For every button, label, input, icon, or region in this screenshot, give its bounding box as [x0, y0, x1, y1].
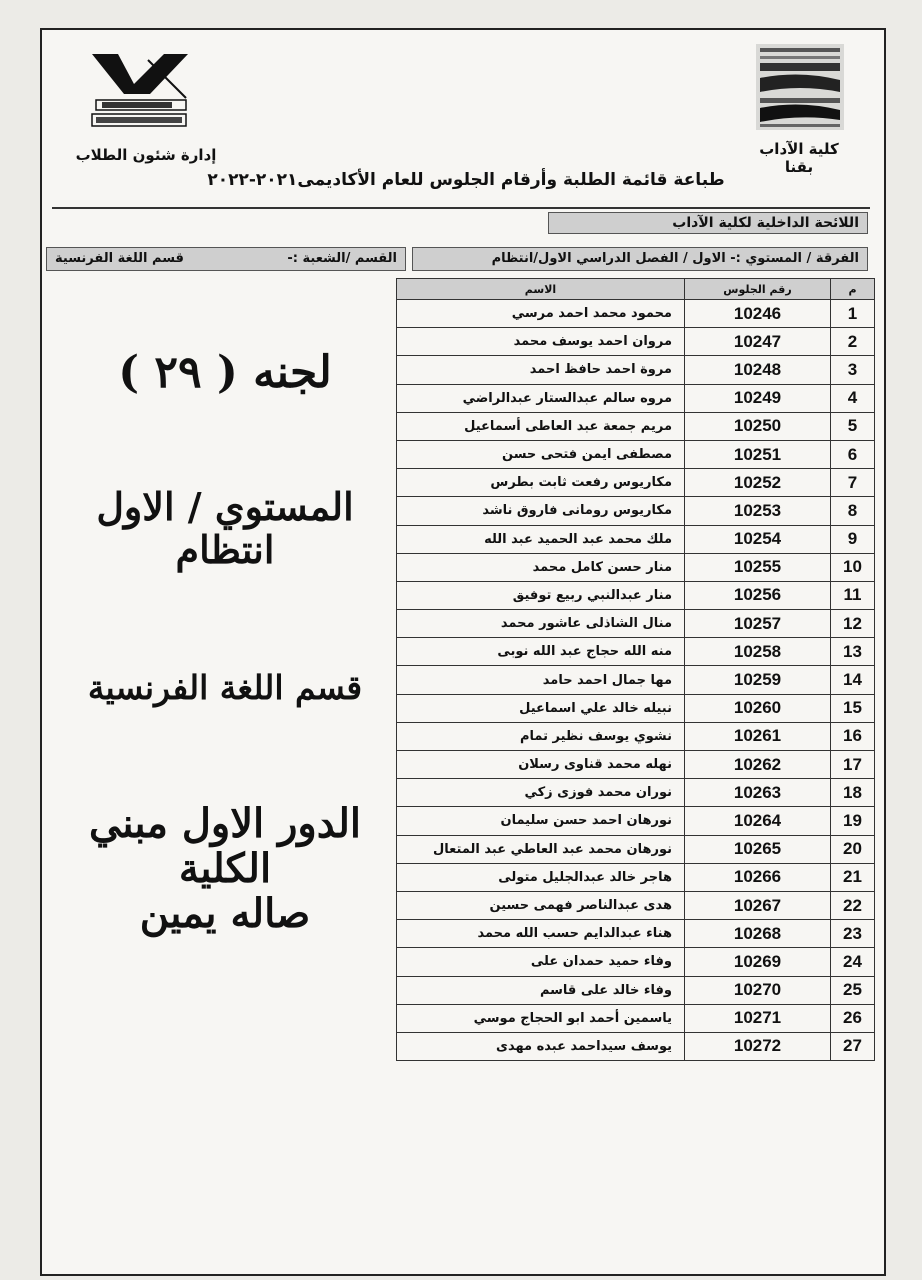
header-divider: [52, 207, 870, 209]
row-number-cell: 5: [831, 412, 875, 440]
student-name-cell: منه الله حجاج عبد الله نوبى: [397, 638, 685, 666]
row-number-cell: 22: [831, 891, 875, 919]
table-row: [397, 779, 875, 807]
table-row: [397, 835, 875, 863]
row-number-cell: 6: [831, 440, 875, 468]
student-name-cell: نبيله خالد علي اسماعيل: [397, 694, 685, 722]
row-number-cell: 9: [831, 525, 875, 553]
row-number-cell: 25: [831, 976, 875, 1004]
row-number-cell: 8: [831, 497, 875, 525]
student-name-cell: مها جمال احمد حامد: [397, 666, 685, 694]
student-name-cell: وفاء حميد حمدان على: [397, 948, 685, 976]
row-number-cell: 11: [831, 581, 875, 609]
row-number-cell: 1: [831, 300, 875, 328]
table-row: [397, 948, 875, 976]
committee-number: لجنه ( ٢٩ ): [118, 347, 332, 398]
table-row: [397, 328, 875, 356]
seat-number-cell: 10259: [685, 666, 831, 694]
enrollment-type-line: انتظام: [175, 526, 275, 572]
student-name-cell: نهله محمد قناوى رسلان: [397, 751, 685, 779]
student-name-cell: هدى عبدالناصر فهمى حسين: [397, 891, 685, 919]
seat-number-cell: 10271: [685, 1004, 831, 1032]
department-info: [46, 247, 406, 271]
table-row: [397, 525, 875, 553]
row-number-cell: 3: [831, 356, 875, 384]
row-number-cell: 17: [831, 751, 875, 779]
seat-number-cell: 10262: [685, 751, 831, 779]
seat-number-cell: 10255: [685, 553, 831, 581]
row-number-cell: 10: [831, 553, 875, 581]
student-name-cell: مصطفى ايمن فتحى حسن: [397, 440, 685, 468]
student-roster-table: [396, 278, 875, 1061]
row-number-cell: 16: [831, 722, 875, 750]
student-name-cell: نورهان محمد عبد العاطي عبد المتعال: [397, 835, 685, 863]
student-name-cell: مكاريوس رومانى فاروق ناشد: [397, 497, 685, 525]
seat-number-cell: 10248: [685, 356, 831, 384]
table-row: [397, 694, 875, 722]
building-line: الكلية: [178, 844, 272, 892]
seat-number-cell: 10250: [685, 412, 831, 440]
name-column-header: الاسم: [397, 279, 685, 300]
faculty-name: كلية الآداب بقنا: [759, 140, 839, 176]
table-row: [397, 610, 875, 638]
table-row: [397, 440, 875, 468]
table-row: [397, 384, 875, 412]
floor-line: الدور الاول مبني: [89, 800, 361, 847]
student-name-cell: ياسمين أحمد ابو الحجاج موسي: [397, 1004, 685, 1032]
table-row: [397, 751, 875, 779]
row-number-cell: 4: [831, 384, 875, 412]
table-header-row: [397, 279, 875, 300]
seat-number-cell: 10252: [685, 469, 831, 497]
seat-number-cell: 10249: [685, 384, 831, 412]
student-name-cell: نشوي يوسف نظير تمام: [397, 722, 685, 750]
table-row: [397, 891, 875, 919]
student-name-cell: مروان احمد يوسف محمد: [397, 328, 685, 356]
table-row: [397, 722, 875, 750]
student-name-cell: محمود محمد احمد مرسي: [397, 300, 685, 328]
row-number-cell: 7: [831, 469, 875, 497]
row-number-cell: 18: [831, 779, 875, 807]
row-number-cell: 24: [831, 948, 875, 976]
seat-number-cell: 10261: [685, 722, 831, 750]
seat-number-cell: 10254: [685, 525, 831, 553]
location-note: [60, 802, 390, 936]
level-note: [60, 486, 390, 571]
table-row: [397, 1004, 875, 1032]
student-name-cell: منار حسن كامل محمد: [397, 553, 685, 581]
seat-number-cell: 10263: [685, 779, 831, 807]
table-row: [397, 920, 875, 948]
table-row: [397, 497, 875, 525]
row-number-cell: 14: [831, 666, 875, 694]
student-name-cell: مكاريوس رفعت ثابت بطرس: [397, 469, 685, 497]
row-number-cell: 19: [831, 807, 875, 835]
level-line: المستوي / الاول: [96, 484, 354, 529]
student-name-cell: مروة احمد حافظ احمد: [397, 356, 685, 384]
student-name-cell: منال الشاذلى عاشور محمد: [397, 610, 685, 638]
student-affairs-logo-icon: [88, 50, 190, 134]
student-name-cell: هناء عبدالدايم حسب الله محمد: [397, 920, 685, 948]
table-row: [397, 581, 875, 609]
table-row: [397, 807, 875, 835]
student-name-cell: منار عبدالنبي ربيع توفيق: [397, 581, 685, 609]
table-row: [397, 469, 875, 497]
hall-line: صاله يمين: [139, 889, 311, 937]
seat-number-cell: 10247: [685, 328, 831, 356]
department-label: القسم /الشعبة :-: [287, 251, 397, 266]
seat-number-cell: 10272: [685, 1032, 831, 1060]
table-row: [397, 300, 875, 328]
seat-number-cell: 10258: [685, 638, 831, 666]
row-number-cell: 23: [831, 920, 875, 948]
table-row: [397, 666, 875, 694]
level-semester-info: الفرقة / المستوي :- الاول / الفصل الدراسي الاول/انتظام: [412, 247, 868, 271]
department-value: قسم اللغة الفرنسية: [55, 251, 184, 266]
seat-number-cell: 10257: [685, 610, 831, 638]
table-row: [397, 638, 875, 666]
seat-number-cell: 10251: [685, 440, 831, 468]
row-number-cell: 26: [831, 1004, 875, 1032]
faculty-of-arts-logo-icon: [756, 44, 844, 130]
table-body: [397, 300, 875, 1061]
seat-number-cell: 10264: [685, 807, 831, 835]
student-name-cell: مريم جمعة عبد العاطى أسماعيل: [397, 412, 685, 440]
table-row: [397, 412, 875, 440]
seat-number-cell: 10246: [685, 300, 831, 328]
row-number-cell: 2: [831, 328, 875, 356]
seat-number-column-header: رقم الجلوس: [685, 279, 831, 300]
page-title: طباعة قائمة الطلبة وأرقام الجلوس للعام الأكاديمى٢٠٢١-٢٠٢٢: [207, 170, 725, 190]
student-name-cell: ملك محمد عبد الحميد عبد الله: [397, 525, 685, 553]
student-name-cell: نورهان احمد حسن سليمان: [397, 807, 685, 835]
row-number-cell: 20: [831, 835, 875, 863]
row-number-cell: 13: [831, 638, 875, 666]
regulation-label: اللائحة الداخلية لكلية الآداب: [548, 212, 868, 234]
student-name-cell: هاجر خالد عبدالجليل متولى: [397, 863, 685, 891]
table-row: [397, 356, 875, 384]
student-name-cell: نوران محمد فوزى زكي: [397, 779, 685, 807]
row-number-cell: 27: [831, 1032, 875, 1060]
seat-number-cell: 10266: [685, 863, 831, 891]
row-number-cell: 12: [831, 610, 875, 638]
department-note: قسم اللغة الفرنسية: [87, 668, 363, 707]
seat-number-cell: 10260: [685, 694, 831, 722]
seat-number-cell: 10269: [685, 948, 831, 976]
table-row: [397, 1032, 875, 1060]
row-number-column-header: م: [831, 279, 875, 300]
student-affairs-label: إدارة شئون الطلاب: [75, 146, 217, 164]
table-row: [397, 863, 875, 891]
seat-number-cell: 10268: [685, 920, 831, 948]
table-row: [397, 553, 875, 581]
seat-number-cell: 10256: [685, 581, 831, 609]
student-name-cell: يوسف سيداحمد عبده مهدى: [397, 1032, 685, 1060]
seat-number-cell: 10270: [685, 976, 831, 1004]
table-row: [397, 976, 875, 1004]
row-number-cell: 21: [831, 863, 875, 891]
seat-number-cell: 10253: [685, 497, 831, 525]
row-number-cell: 15: [831, 694, 875, 722]
seat-number-cell: 10265: [685, 835, 831, 863]
student-name-cell: وفاء خالد على قاسم: [397, 976, 685, 1004]
seat-number-cell: 10267: [685, 891, 831, 919]
student-name-cell: مروه سالم عبدالستار عبدالراضي: [397, 384, 685, 412]
